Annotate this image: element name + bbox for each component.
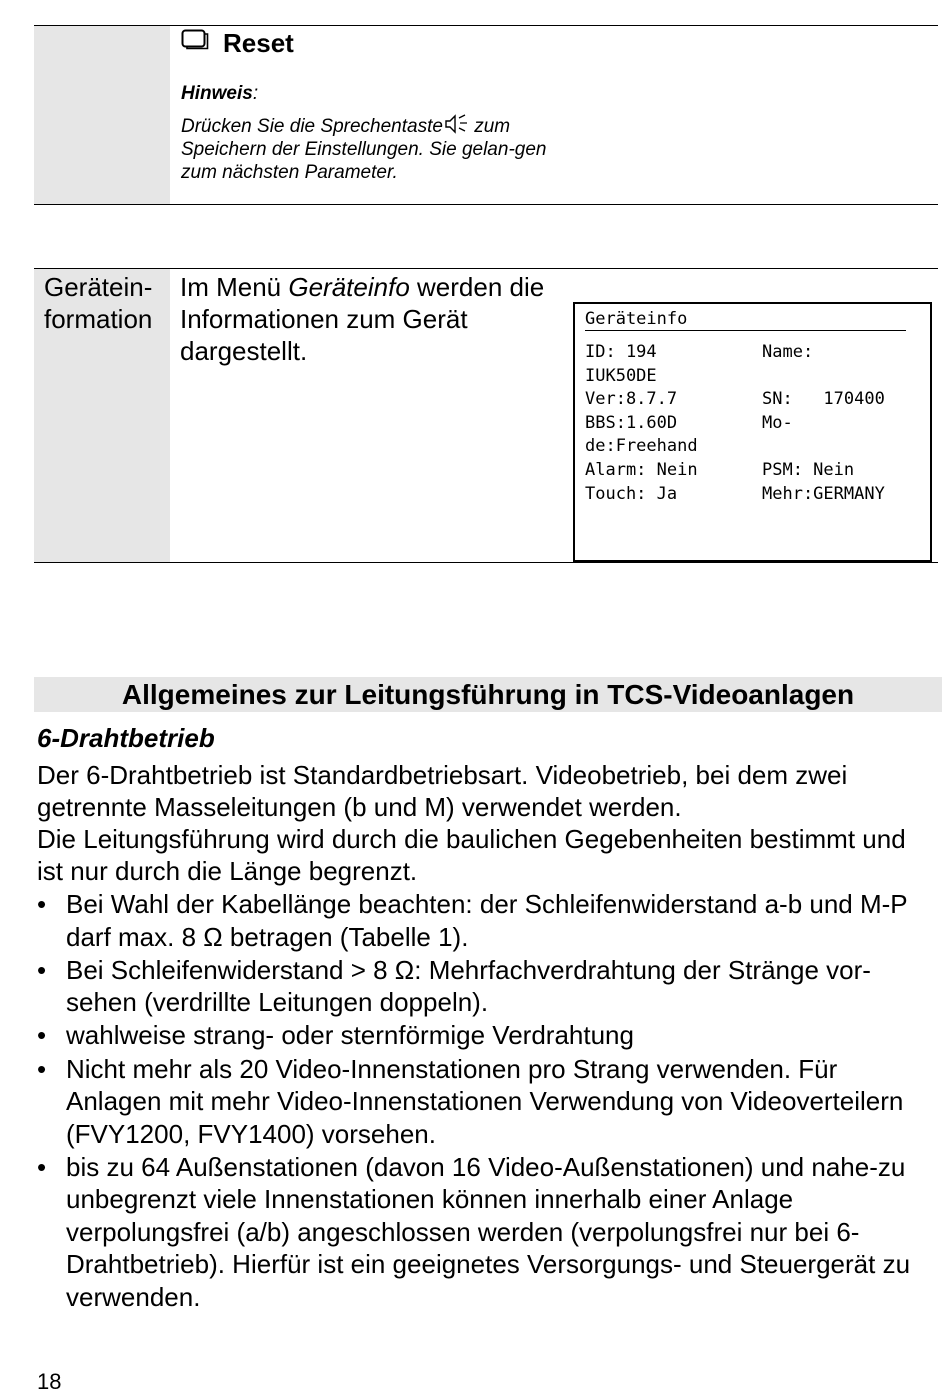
page-number: 18 (37, 1369, 62, 1394)
reset-note (181, 113, 561, 184)
paragraph-2: Die Leitungsführung wird durch die baulichen Gegebenheiten bestimmt und ist nur durch die Länge begrenzt. (37, 824, 906, 886)
reset-bottom-rule (34, 204, 938, 205)
info-bottom-rule (34, 562, 938, 563)
speaker-icon (443, 113, 469, 135)
screen-line-3-left: Ver:8.7.7 (585, 389, 678, 409)
section-title: Allgemeines zur Leitungsführung in TCS-Videoanlagen (121, 679, 855, 710)
screen-line-1-right: Name: (762, 342, 814, 362)
label-line2: formation (44, 304, 153, 334)
label-line1: Gerätein- (44, 272, 153, 302)
note-part2: zum Speichern der Einstellungen. Sie gelan-gen zum nächsten Parameter. (181, 116, 547, 183)
hint-label-line (181, 82, 258, 106)
screen-line-4-right: Mo- (762, 413, 793, 433)
screen-line-7-left: Touch: Ja (585, 484, 678, 504)
subsection-title: 6-Drahtbetrieb (37, 723, 215, 753)
screen-line-3-right: SN: 170400 (762, 389, 885, 409)
screen-line-5-left: de:Freehand (585, 436, 698, 456)
paragraph-1: Der 6-Drahtbetrieb ist Standardbetriebsart. Videobetrieb, bei dem zwei getrennte Masseleitungen (b und M) verwendet werden. (37, 760, 848, 822)
bullet-item: • Nicht mehr als 20 Video-Innenstationen pro Strang verwenden. Für Anlagen mit mehr Video-Innenstationen Verwendung von Videoverteilern (FVY1200, FVY1400) vorsehen. (37, 1053, 932, 1151)
bullet-item: • Bei Schleifenwiderstand > 8 Ω: Mehrfachverdrahtung der Stränge vor-sehen (verdrillte Leitungen doppeln). (37, 954, 932, 1019)
screen-line-4-left: BBS:1.60D (585, 413, 678, 433)
screen-line-6-left: Alarm: Nein (585, 460, 698, 480)
bullet-item: • Bei Wahl der Kabellänge beachten: der Schleifenwiderstand a-b und M-P darf max. 8 Ω betragen (Tabelle 1). (37, 888, 932, 953)
geraeteinfo-label (44, 271, 152, 335)
screen-line-7-right: Mehr:GERMANY (762, 484, 885, 504)
screen-line-6-right: PSM: Nein (762, 460, 855, 480)
screen-line-1-left: ID: 194 (585, 342, 657, 362)
geraeteinfo-description (180, 271, 560, 367)
desc-pre: Im Menü (180, 272, 289, 302)
desc-em: Geräteinfo (288, 272, 410, 302)
note-part1: Drücken Sie die Sprechentaste (181, 116, 443, 137)
display-icon (181, 29, 209, 50)
bullet-list (37, 888, 932, 1314)
screen-title: Geräteinfo (585, 308, 906, 331)
bullet-item: • wahlweise strang- oder sternförmige Verdrahtung (37, 1019, 932, 1052)
hint-colon: : (252, 83, 259, 104)
reset-title: Reset (223, 28, 294, 58)
screen-line-2-left: IUK50DE (585, 366, 657, 386)
desc-post: werden die Informationen zum Gerät dargestellt. (180, 272, 545, 366)
hint-label: Hinweis (181, 83, 253, 104)
left-column-shade-1 (34, 26, 170, 204)
bullet-item: • bis zu 64 Außenstationen (davon 16 Video-Außenstationen) und nahe-zu unbegrenzt viele Innenstationen können innerhalb einer Anlage verpolungsfrei (a/b) angeschlossen werden (verpolungsfrei nur bei 6-Drahtbetrieb). Hierfür ist ein geeignetes Versorgungs- und Steuergerät zu verwenden. (37, 1151, 932, 1314)
